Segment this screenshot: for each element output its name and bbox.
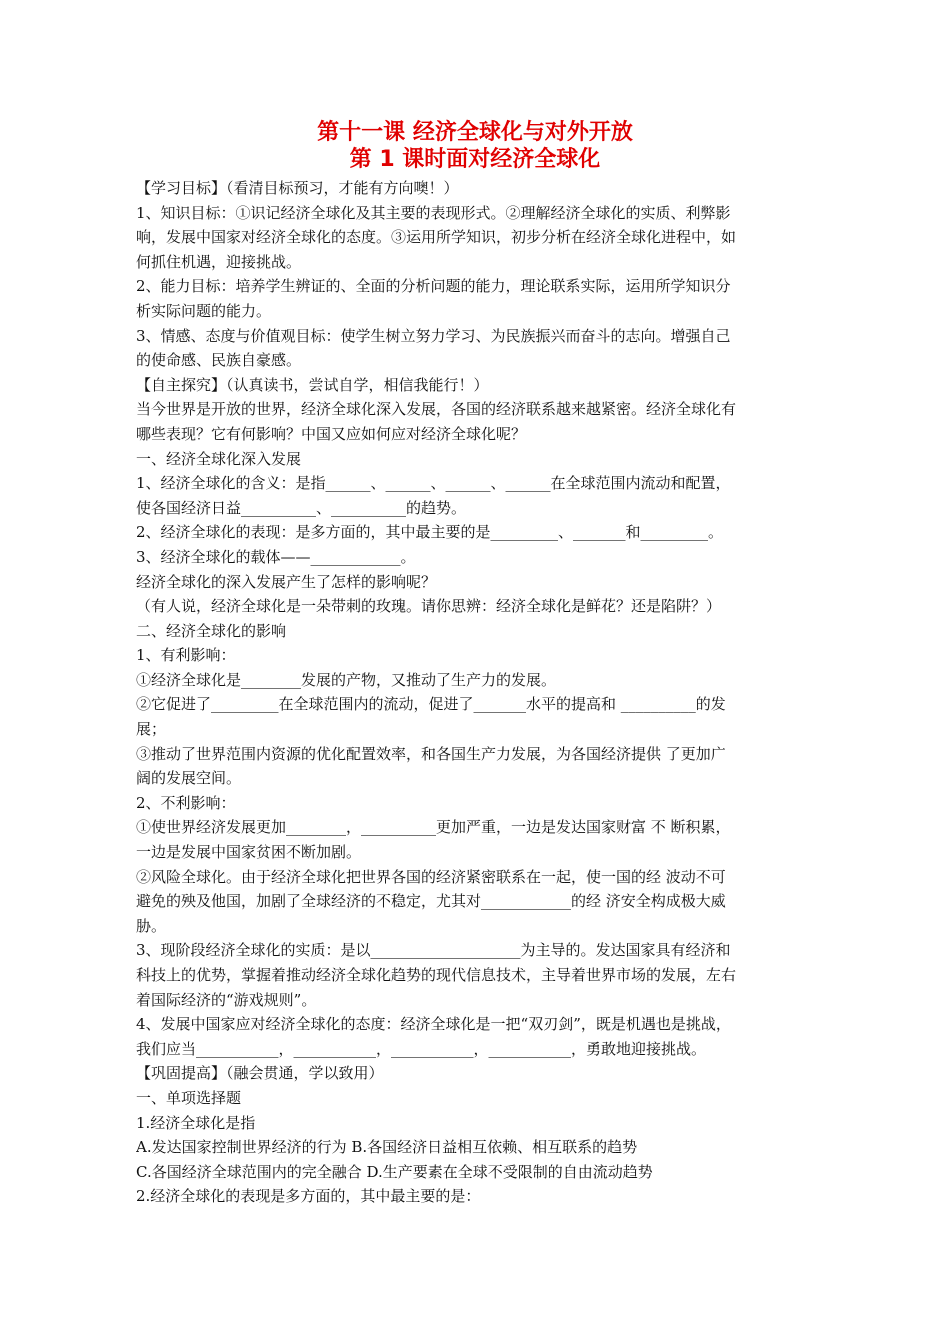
text-line: ①经济全球化是________发展的产物，又推动了生产力的发展。 [136, 670, 557, 689]
text-line: 响，发展中国家对经济全球化的态度。③运用所学知识，初步分析在经济全球化进程中，如 [136, 228, 737, 247]
text-line: 3、经济全球化的载体——____________。 [136, 547, 416, 566]
lesson-subtitle: 第 1 课时面对经济全球化 [349, 147, 601, 172]
text-line: 3、现阶段经济全球化的实质：是以____________________为主导的。发达国家具有经济和 [136, 941, 731, 960]
text-line: ②它促进了_________在全球范围内的流动，促进了_______水平的提高和 __________的发 [136, 695, 726, 714]
text-line: 哪些表现？它有何影响？中国又应如何应对经济全球化呢？ [136, 424, 527, 443]
text-line: 一边是发展中国家贫困不断加剧。 [136, 843, 362, 862]
text-line: 阔的发展空间。 [136, 769, 242, 788]
text-line: 1、知识目标：①识记经济全球化及其主要的表现形式。②理解经济全球化的实质、利弊影 [136, 203, 731, 222]
text-line: 1、有利影响： [136, 646, 236, 665]
text-line: 2.经济全球化的表现是多方面的，其中最主要的是： [136, 1187, 481, 1206]
text-line: 我们应当___________，___________，___________，___________，勇敢地迎接挑战。 [136, 1039, 707, 1058]
text-line: 2、经济全球化的表现：是多方面的，其中最主要的是_________、_______和_________。 [136, 523, 724, 542]
text-line: 一、单项选择题 [136, 1088, 242, 1107]
text-line: 展； [136, 720, 167, 739]
text-line: 4、发展中国家应对经济全球化的态度：经济全球化是一把“双刃剑”，既是机遇也是挑战， [136, 1015, 731, 1034]
text-line: （有人说，经济全球化是一朵带刺的玫瑰。请你思辨：经济全球化是鲜花？还是陷阱？） [136, 597, 722, 616]
text-line: 【学习目标】（看清目标预习，才能有方向噢！） [136, 179, 459, 197]
text-line: 何抓住机遇，迎接挑战。 [136, 252, 302, 271]
text-line: 2、能力目标：培养学生辨证的、全面的分析问题的能力，理论联系实际，运用所学知识分 [136, 277, 731, 296]
text-line: 【巩固提高】（融会贯通，学以致用） [136, 1064, 384, 1083]
document-body [136, 176, 816, 1209]
text-line: 1.经济全球化是指 [136, 1113, 256, 1132]
text-line: 二、经济全球化的影响 [136, 621, 287, 640]
text-line: 当今世界是开放的世界，经济全球化深入发展，各国的经济联系越来越紧密。经济全球化有 [136, 400, 737, 419]
text-line: ②风险全球化。由于经济全球化把世界各国的经济紧密联系在一起，使一国的经 波动不可 [136, 867, 726, 886]
text-line: 一、经济全球化深入发展 [136, 449, 302, 468]
text-line: 避免的殃及他国，加剧了全球经济的不稳定，尤其对____________的经 济安全构成极大威 [136, 892, 726, 911]
text-line: A.发达国家控制世界经济的行为 B.各国经济日益相互依赖、相互联系的趋势 [136, 1138, 638, 1157]
text-line: 胁。 [136, 916, 167, 935]
text-line: 科技上的优势，掌握着推动经济全球化趋势的现代信息技术，主导着世界市场的发展，左右 [136, 966, 737, 984]
text-line: 使各国经济日益__________、__________的趋势。 [136, 498, 467, 517]
text-line: 着国际经济的“游戏规则”。 [136, 990, 317, 1009]
text-line: 的使命感、民族自豪感。 [136, 351, 302, 370]
text-line: 3、情感、态度与价值观目标：使学生树立努力学习、为民族振兴而奋斗的志向。增强自己 [136, 326, 731, 345]
text-line: ③推动了世界范围内资源的优化配置效率，和各国生产力发展，为各国经济提供 了更加广 [136, 744, 726, 763]
lesson-title: 第十一课 经济全球化与对外开放 [317, 120, 633, 145]
text-line: 【自主探究】（认真读书，尝试自学，相信我能行！） [136, 375, 489, 394]
text-line: 2、不利影响： [136, 793, 236, 812]
text-line: 经济全球化的深入发展产生了怎样的影响呢？ [136, 572, 437, 591]
text-line: C.各国经济全球范围内的完全融合 D.生产要素在全球不受限制的自由流动趋势 [136, 1162, 653, 1181]
text-line: 析实际问题的能力。 [136, 301, 272, 320]
text-line: 1、经济全球化的含义：是指______、______、______、______在全球范围内流动和配置， [136, 474, 731, 493]
text-line: ①使世界经济发展更加________，__________更加严重，一边是发达国家财富 不 断积累， [136, 818, 731, 837]
